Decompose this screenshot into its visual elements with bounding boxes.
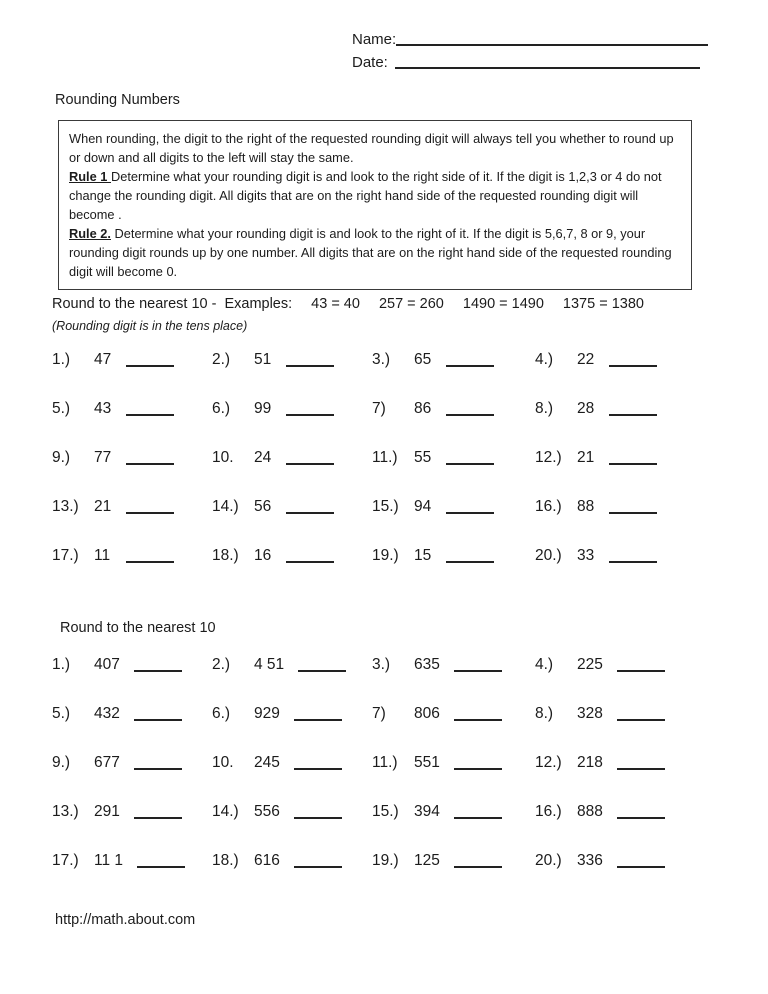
problem-item <box>52 704 212 724</box>
name-label: Name: <box>352 31 397 48</box>
problem-item <box>212 448 372 468</box>
answer-blank[interactable] <box>286 448 334 465</box>
problem-number: 8.) <box>535 400 554 417</box>
example-item: 1490 = 1490 <box>462 296 544 312</box>
problem-value: 99 <box>254 400 272 417</box>
problem-value: 929 <box>254 705 280 722</box>
problem-value: 551 <box>414 754 440 771</box>
problem-number: 20.) <box>535 547 562 564</box>
problem-value: 55 <box>414 449 432 466</box>
problem-item <box>212 851 372 871</box>
date-label: Date: <box>352 54 388 71</box>
answer-blank[interactable] <box>134 753 182 770</box>
problem-value: 616 <box>254 852 280 869</box>
answer-blank[interactable] <box>134 704 182 721</box>
problem-item <box>212 655 372 675</box>
problem-number: 15.) <box>372 498 399 515</box>
problem-value: 94 <box>414 498 432 515</box>
answer-blank[interactable] <box>126 497 174 514</box>
problem-item <box>372 851 535 871</box>
problem-value: 21 <box>94 498 112 515</box>
rule-2-label: Rule 2. <box>69 226 111 241</box>
problem-value: 11 1 <box>94 852 124 869</box>
answer-blank[interactable] <box>126 448 174 465</box>
rule-2 <box>69 224 681 281</box>
problem-value: 77 <box>94 449 112 466</box>
worksheet-title: Rounding Numbers <box>55 92 180 108</box>
answer-blank[interactable] <box>454 802 502 819</box>
answer-blank[interactable] <box>286 350 334 367</box>
problem-item <box>52 851 212 871</box>
examples-list <box>292 296 644 312</box>
problem-value: 556 <box>254 803 280 820</box>
problem-number: 14.) <box>212 498 239 515</box>
answer-blank[interactable] <box>126 546 174 563</box>
problem-value: 28 <box>577 400 595 417</box>
section2-problems-grid <box>52 655 700 871</box>
answer-blank[interactable] <box>298 655 346 672</box>
answer-blank[interactable] <box>446 448 494 465</box>
problem-number: 9.) <box>52 449 71 466</box>
problem-value: 336 <box>577 852 603 869</box>
problem-value: 51 <box>254 351 272 368</box>
problem-item <box>535 350 700 370</box>
problem-item <box>372 497 535 517</box>
problem-value: 888 <box>577 803 603 820</box>
problem-number: 6.) <box>212 705 231 722</box>
problem-number: 11.) <box>372 449 398 466</box>
problem-number: 17.) <box>52 547 79 564</box>
problem-number: 16.) <box>535 803 562 820</box>
problem-item <box>535 399 700 419</box>
problem-number: 15.) <box>372 803 399 820</box>
problem-number: 6.) <box>212 400 231 417</box>
problem-value: 394 <box>414 803 440 820</box>
example-item: 43 = 40 <box>311 296 360 312</box>
problem-value: 11 <box>94 547 111 564</box>
problem-item <box>372 753 535 773</box>
answer-blank[interactable] <box>137 851 185 868</box>
problem-number: 4.) <box>535 656 554 673</box>
problem-number: 11.) <box>372 754 398 771</box>
answer-blank[interactable] <box>126 399 174 416</box>
problem-item <box>372 704 535 724</box>
problem-value: 15 <box>414 547 432 564</box>
problem-value: 24 <box>254 449 272 466</box>
section1-problems-grid <box>52 350 700 566</box>
problem-item <box>372 655 535 675</box>
problem-item <box>52 350 212 370</box>
problem-value: 22 <box>577 351 595 368</box>
answer-blank[interactable] <box>609 497 657 514</box>
problem-value: 328 <box>577 705 603 722</box>
problem-item <box>212 497 372 517</box>
rules-box <box>58 120 692 290</box>
problem-item <box>535 655 700 675</box>
problem-value: 33 <box>577 547 595 564</box>
problem-item <box>212 546 372 566</box>
footer-url[interactable]: http://math.about.com <box>55 912 196 928</box>
problem-item <box>52 546 212 566</box>
problem-number: 5.) <box>52 400 71 417</box>
problem-item <box>372 802 535 822</box>
problem-number: 5.) <box>52 705 71 722</box>
problem-item <box>212 704 372 724</box>
problem-value: 291 <box>94 803 120 820</box>
section1-heading: Round to the nearest 10 - <box>52 296 217 312</box>
problem-item <box>372 350 535 370</box>
answer-blank[interactable] <box>286 399 334 416</box>
answer-blank[interactable] <box>126 350 174 367</box>
answer-blank[interactable] <box>446 497 494 514</box>
problem-item <box>52 753 212 773</box>
problem-number: 12.) <box>535 754 562 771</box>
rule-1 <box>69 167 681 224</box>
problem-value: 677 <box>94 754 120 771</box>
answer-blank[interactable] <box>454 851 502 868</box>
answer-blank[interactable] <box>286 497 334 514</box>
problem-value: 635 <box>414 656 440 673</box>
problem-value: 65 <box>414 351 432 368</box>
problem-value: 47 <box>94 351 112 368</box>
date-fill-line[interactable] <box>395 53 700 69</box>
problem-number: 9.) <box>52 754 71 771</box>
problem-value: 806 <box>414 705 440 722</box>
problem-item <box>535 704 700 724</box>
problem-number: 14.) <box>212 803 239 820</box>
answer-blank[interactable] <box>294 704 342 721</box>
section1-heading-row <box>52 296 644 312</box>
problem-item <box>52 655 212 675</box>
problem-number: 2.) <box>212 656 231 673</box>
problem-number: 18.) <box>212 852 239 869</box>
problem-number: 20.) <box>535 852 562 869</box>
answer-blank[interactable] <box>617 704 665 721</box>
problem-item <box>52 497 212 517</box>
problem-value: 432 <box>94 705 120 722</box>
answer-blank[interactable] <box>454 704 502 721</box>
problem-item <box>372 448 535 468</box>
problem-value: 88 <box>577 498 595 515</box>
rules-intro: When rounding, the digit to the right of the requested rounding digit will always tell you whether to round up or down and all digits to the left will stay the same. <box>69 131 674 165</box>
answer-blank[interactable] <box>617 851 665 868</box>
problem-item <box>212 350 372 370</box>
problem-number: 19.) <box>372 547 399 564</box>
name-fill-line[interactable] <box>396 30 708 46</box>
answer-blank[interactable] <box>609 546 657 563</box>
problem-number: 16.) <box>535 498 562 515</box>
problem-value: 218 <box>577 754 603 771</box>
problem-number: 3.) <box>372 656 391 673</box>
answer-blank[interactable] <box>446 350 494 367</box>
example-item: 1375 = 1380 <box>562 296 644 312</box>
answer-blank[interactable] <box>294 802 342 819</box>
problem-item <box>535 753 700 773</box>
problem-value: 21 <box>577 449 595 466</box>
answer-blank[interactable] <box>294 851 342 868</box>
section2-heading: Round to the nearest 10 <box>60 620 216 636</box>
problem-value: 407 <box>94 656 120 673</box>
problem-number: 2.) <box>212 351 231 368</box>
answer-blank[interactable] <box>617 753 665 770</box>
problem-item <box>52 802 212 822</box>
problem-number: 12.) <box>535 449 562 466</box>
problem-value: 4 51 <box>254 656 285 673</box>
section1-subtitle: (Rounding digit is in the tens place) <box>52 319 248 333</box>
problem-item <box>535 802 700 822</box>
problem-value: 245 <box>254 754 280 771</box>
example-item: 257 = 260 <box>378 296 444 312</box>
problem-item <box>52 448 212 468</box>
header <box>352 30 708 76</box>
problem-value: 225 <box>577 656 603 673</box>
problem-number: 10. <box>212 754 234 771</box>
answer-blank[interactable] <box>446 399 494 416</box>
answer-blank[interactable] <box>134 802 182 819</box>
answer-blank[interactable] <box>446 546 494 563</box>
name-line <box>352 30 708 48</box>
answer-blank[interactable] <box>454 753 502 770</box>
date-line <box>352 53 708 71</box>
problem-item <box>535 851 700 871</box>
answer-blank[interactable] <box>609 448 657 465</box>
problem-number: 7) <box>372 400 386 417</box>
problem-value: 56 <box>254 498 272 515</box>
answer-blank[interactable] <box>609 399 657 416</box>
problem-value: 16 <box>254 547 272 564</box>
answer-blank[interactable] <box>617 802 665 819</box>
problem-item <box>372 399 535 419</box>
examples-label: Examples: <box>224 296 293 312</box>
problem-number: 7) <box>372 705 386 722</box>
answer-blank[interactable] <box>294 753 342 770</box>
rule-1-label: Rule 1 <box>69 169 111 184</box>
problem-item <box>372 546 535 566</box>
problem-number: 13.) <box>52 498 79 515</box>
problem-item <box>212 399 372 419</box>
problem-value: 86 <box>414 400 432 417</box>
problem-number: 13.) <box>52 803 79 820</box>
problem-item <box>212 753 372 773</box>
answer-blank[interactable] <box>609 350 657 367</box>
answer-blank[interactable] <box>286 546 334 563</box>
problem-number: 3.) <box>372 351 391 368</box>
problem-number: 19.) <box>372 852 399 869</box>
answer-blank[interactable] <box>454 655 502 672</box>
problem-number: 1.) <box>52 656 71 673</box>
problem-item <box>535 546 700 566</box>
problem-number: 10. <box>212 449 234 466</box>
problem-number: 17.) <box>52 852 79 869</box>
problem-value: 43 <box>94 400 112 417</box>
problem-number: 1.) <box>52 351 71 368</box>
rule-1-text: Determine what your rounding digit is and look to the right side of it. If the digit is 1,2,3 or 4 do not change the rounding digit. All digits that are on the right hand side of the requested rounding digit will become . <box>69 169 662 222</box>
rule-2-text: Determine what your rounding digit is and look to the right of it. If the digit is 5,6,7, 8 or 9, your rounding digit rounds up by one number. All digits that are on the right hand side of the requested rounding digit will become 0. <box>69 226 672 279</box>
problem-number: 18.) <box>212 547 239 564</box>
problem-number: 8.) <box>535 705 554 722</box>
answer-blank[interactable] <box>617 655 665 672</box>
problem-item <box>535 497 700 517</box>
problem-value: 125 <box>414 852 440 869</box>
problem-number: 4.) <box>535 351 554 368</box>
problem-item <box>535 448 700 468</box>
problem-item <box>52 399 212 419</box>
answer-blank[interactable] <box>134 655 182 672</box>
problem-item <box>212 802 372 822</box>
